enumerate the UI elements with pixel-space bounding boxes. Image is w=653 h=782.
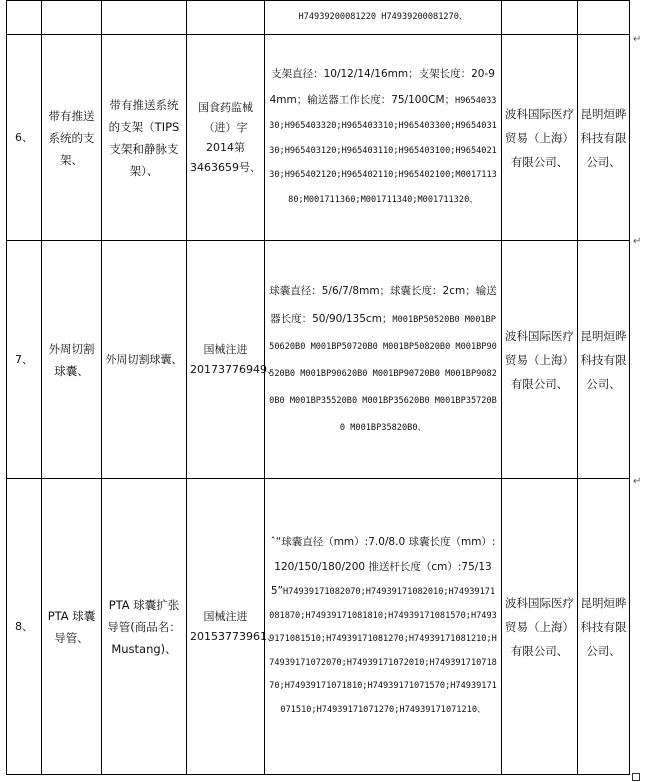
company-name: 波科国际医疗贸易（上海）有限公司、 (505, 595, 574, 658)
table-row (7, 241, 630, 479)
spec-codes (265, 62, 501, 212)
end-mark-icon (632, 773, 640, 781)
product-name-cell (42, 479, 102, 775)
supplier-name: 昆明烜晔科技有限公司、 (580, 328, 627, 391)
product-name: 外周切割球囊、 (48, 341, 95, 378)
spec-head: ˆ“球囊直径（mm）:7.0/8.0 球囊长度（mm）:120/150/180/200 推送杆长度（cm）:75/135” (270, 536, 496, 597)
spec-head: 球囊直径：5/6/7/8mm；球囊长度：2cm；输送器长度：50/90/135cm； (269, 284, 497, 325)
registration-cell (187, 241, 278, 479)
supplier-cell (578, 35, 630, 241)
company-cell (502, 241, 578, 479)
company-cell (502, 479, 578, 775)
supplier-name: 昆明烜晔科技有限公司、 (580, 595, 627, 658)
product-name: PTA 球囊导管、 (47, 608, 96, 645)
row-number: 8、 (15, 620, 33, 633)
registration-number: 国械注进20173776949、 (190, 342, 278, 376)
registration-number: 国食药监械（进）字2014第3463659号、 (190, 100, 261, 174)
full-name-cell (102, 479, 187, 775)
table-row (7, 479, 630, 775)
table-row-continued (7, 1, 630, 35)
product-full-name: 带有推送系统的支架（TIPS支架和静脉支架）、 (108, 97, 180, 178)
company-name: 波科国际医疗贸易（上海）有限公司、 (505, 328, 574, 391)
product-name-cell (42, 241, 102, 479)
spec-cell (265, 1, 502, 35)
spec-cell (265, 479, 502, 775)
product-full-name: 外周切割球囊、 (105, 353, 183, 366)
product-name: 带有推送系统的支架、 (48, 108, 95, 167)
company-name: 波科国际医疗贸易（上海）有限公司、 (505, 106, 574, 169)
spec-cell (265, 241, 502, 479)
row-number-cell (7, 35, 42, 241)
registration-cell (187, 35, 265, 241)
spec-code-list: H74939171082070;H74939171082010;H74939171081870;H74939171081810;H74939171081570;H74939171081510;H74939171081270;H74939171081210;H74939171072070;H74939171072010;H74939171071870;H74939171071810;H74939171071570;H74939171071510;H74939171071270;H74939171071210、 (269, 587, 497, 715)
row-number: 6、 (15, 131, 33, 144)
registration-cell (187, 479, 278, 775)
row-number-cell (7, 241, 42, 479)
spec-code-list: M001BP50520B0 M001BP50620B0 M001BP50720B0 M001BP50820B0 M001BP90520B0 M001BP90620B0 M001BP90720B0 M001BP90820B0 M001BP35520B0 M001BP35620B0 M001BP35720B0 M001BP35820B0、 (269, 314, 497, 433)
row-number-cell (7, 479, 42, 775)
supplier-cell (578, 479, 630, 775)
supplier-cell (578, 241, 630, 479)
table-row (7, 35, 630, 241)
spec-head: 支架直径：10/12/14/16mm；支架长度：20-94mm；输送器工作长度：75/100CM； (269, 68, 495, 107)
spec-codes (265, 278, 501, 442)
product-name-cell (42, 35, 102, 241)
full-name-cell (102, 35, 187, 241)
registration-number: 国械注进20153773961、 (190, 609, 278, 643)
return-mark-icon: ↵ (633, 34, 642, 45)
return-mark-icon: ↵ (633, 236, 642, 247)
row-number: 7、 (15, 353, 33, 366)
spec-code-list: H965403330;H965403320;H965403310;H965403300;H965403130;H965403120;H965403110;H965403100;H965402130;H965402120;H965402110;H965402100;M001711380;M001711360;M001711340;M001711320、 (269, 96, 497, 205)
supplier-name: 昆明烜晔科技有限公司、 (580, 106, 627, 169)
spec-codes (265, 531, 501, 722)
product-full-name: PTA 球囊扩张导管(商品名：Mustang)、 (107, 597, 181, 656)
full-name-cell (102, 241, 187, 479)
company-cell (502, 35, 578, 241)
spec-cell (265, 35, 502, 241)
return-mark-icon: ↵ (633, 476, 642, 487)
product-table (6, 0, 630, 775)
spec-codes: H74939200081220 H74939200081270、 (298, 12, 468, 23)
